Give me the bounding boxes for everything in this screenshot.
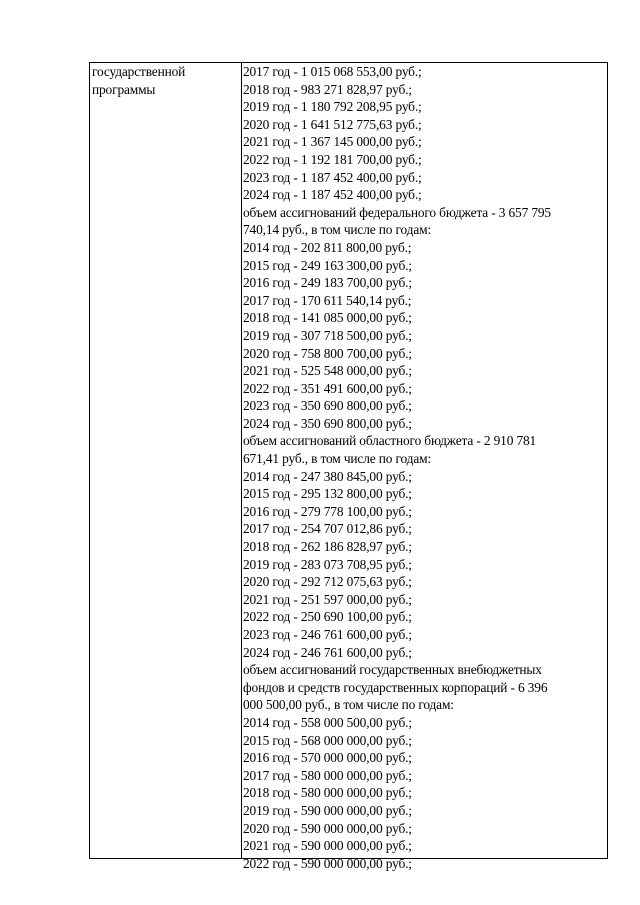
funding-line: 2021 год - 1 367 145 000,00 руб.; bbox=[243, 134, 422, 150]
funding-line: 2020 год - 1 641 512 775,63 руб.; bbox=[243, 116, 422, 132]
funding-line: 2017 год - 1 015 068 553,00 руб.; bbox=[243, 64, 422, 79]
funding-line: 2016 год - 249 183 700,00 руб.; bbox=[243, 275, 412, 291]
funding-line: 2014 год - 202 811 800,00 руб.; bbox=[243, 239, 412, 255]
funding-line: 2021 год - 251 597 000,00 руб.; bbox=[243, 591, 412, 607]
left-cell-line: программы bbox=[92, 81, 156, 97]
funding-line: 2020 год - 758 800 700,00 руб.; bbox=[243, 345, 412, 361]
left-cell-line: государственной bbox=[92, 64, 186, 79]
funding-line: 2024 год - 1 187 452 400,00 руб.; bbox=[243, 187, 422, 203]
funding-line: фондов и средств государственных корпораций - 6 396 bbox=[243, 679, 548, 695]
funding-line: 740,14 руб., в том числе по годам: bbox=[243, 222, 432, 238]
funding-line: 2019 год - 1 180 792 208,95 руб.; bbox=[243, 99, 422, 115]
funding-line: 2023 год - 350 690 800,00 руб.; bbox=[243, 398, 412, 414]
funding-line: 2016 год - 570 000 000,00 руб.; bbox=[243, 750, 412, 766]
funding-line: 2022 год - 351 491 600,00 руб.; bbox=[243, 380, 412, 396]
funding-line: объем ассигнований федерального бюджета - 3 657 795 bbox=[243, 204, 551, 220]
funding-line: 2015 год - 568 000 000,00 руб.; bbox=[243, 732, 412, 748]
funding-line: объем ассигнований областного бюджета - 2 910 781 bbox=[243, 433, 537, 449]
funding-line: 2014 год - 247 380 845,00 руб.; bbox=[243, 468, 412, 484]
funding-line: 2024 год - 246 761 600,00 руб.; bbox=[243, 644, 412, 660]
funding-line: 2020 год - 292 712 075,63 руб.; bbox=[243, 574, 412, 590]
right-cell-funding-details bbox=[243, 63, 603, 872]
funding-line: 2020 год - 590 000 000,00 руб.; bbox=[243, 820, 412, 836]
funding-line: 2022 год - 590 000 000,00 руб.; bbox=[243, 855, 412, 871]
funding-line: 000 500,00 руб., в том числе по годам: bbox=[243, 697, 454, 713]
funding-line: 2018 год - 141 085 000,00 руб.; bbox=[243, 310, 412, 326]
funding-line: 2021 год - 525 548 000,00 руб.; bbox=[243, 363, 412, 379]
funding-line: 2017 год - 170 611 540,14 руб.; bbox=[243, 292, 412, 308]
funding-line: 2019 год - 283 073 708,95 руб.; bbox=[243, 556, 412, 572]
funding-line: объем ассигнований государственных внебюджетных bbox=[243, 662, 542, 678]
funding-line: 2022 год - 1 192 181 700,00 руб.; bbox=[243, 151, 422, 167]
funding-line: 2019 год - 590 000 000,00 руб.; bbox=[243, 802, 412, 818]
left-cell-label bbox=[92, 63, 238, 98]
funding-line: 2017 год - 580 000 000,00 руб.; bbox=[243, 767, 412, 783]
funding-line: 671,41 руб., в том числе по годам: bbox=[243, 451, 432, 467]
funding-line: 2018 год - 580 000 000,00 руб.; bbox=[243, 785, 412, 801]
funding-table bbox=[89, 62, 608, 871]
funding-line: 2022 год - 250 690 100,00 руб.; bbox=[243, 609, 412, 625]
funding-line: 2015 год - 249 163 300,00 руб.; bbox=[243, 257, 412, 273]
column-divider bbox=[241, 63, 242, 858]
funding-line: 2018 год - 262 186 828,97 руб.; bbox=[243, 539, 412, 555]
funding-line: 2015 год - 295 132 800,00 руб.; bbox=[243, 486, 412, 502]
funding-line: 2023 год - 1 187 452 400,00 руб.; bbox=[243, 169, 422, 185]
funding-line: 2014 год - 558 000 500,00 руб.; bbox=[243, 714, 412, 730]
funding-line: 2024 год - 350 690 800,00 руб.; bbox=[243, 415, 412, 431]
funding-line: 2016 год - 279 778 100,00 руб.; bbox=[243, 503, 412, 519]
funding-line: 2019 год - 307 718 500,00 руб.; bbox=[243, 327, 412, 343]
funding-line: 2017 год - 254 707 012,86 руб.; bbox=[243, 521, 412, 537]
funding-line: 2018 год - 983 271 828,97 руб.; bbox=[243, 81, 412, 97]
funding-line: 2023 год - 246 761 600,00 руб.; bbox=[243, 627, 412, 642]
funding-line: 2021 год - 590 000 000,00 руб.; bbox=[243, 838, 412, 854]
